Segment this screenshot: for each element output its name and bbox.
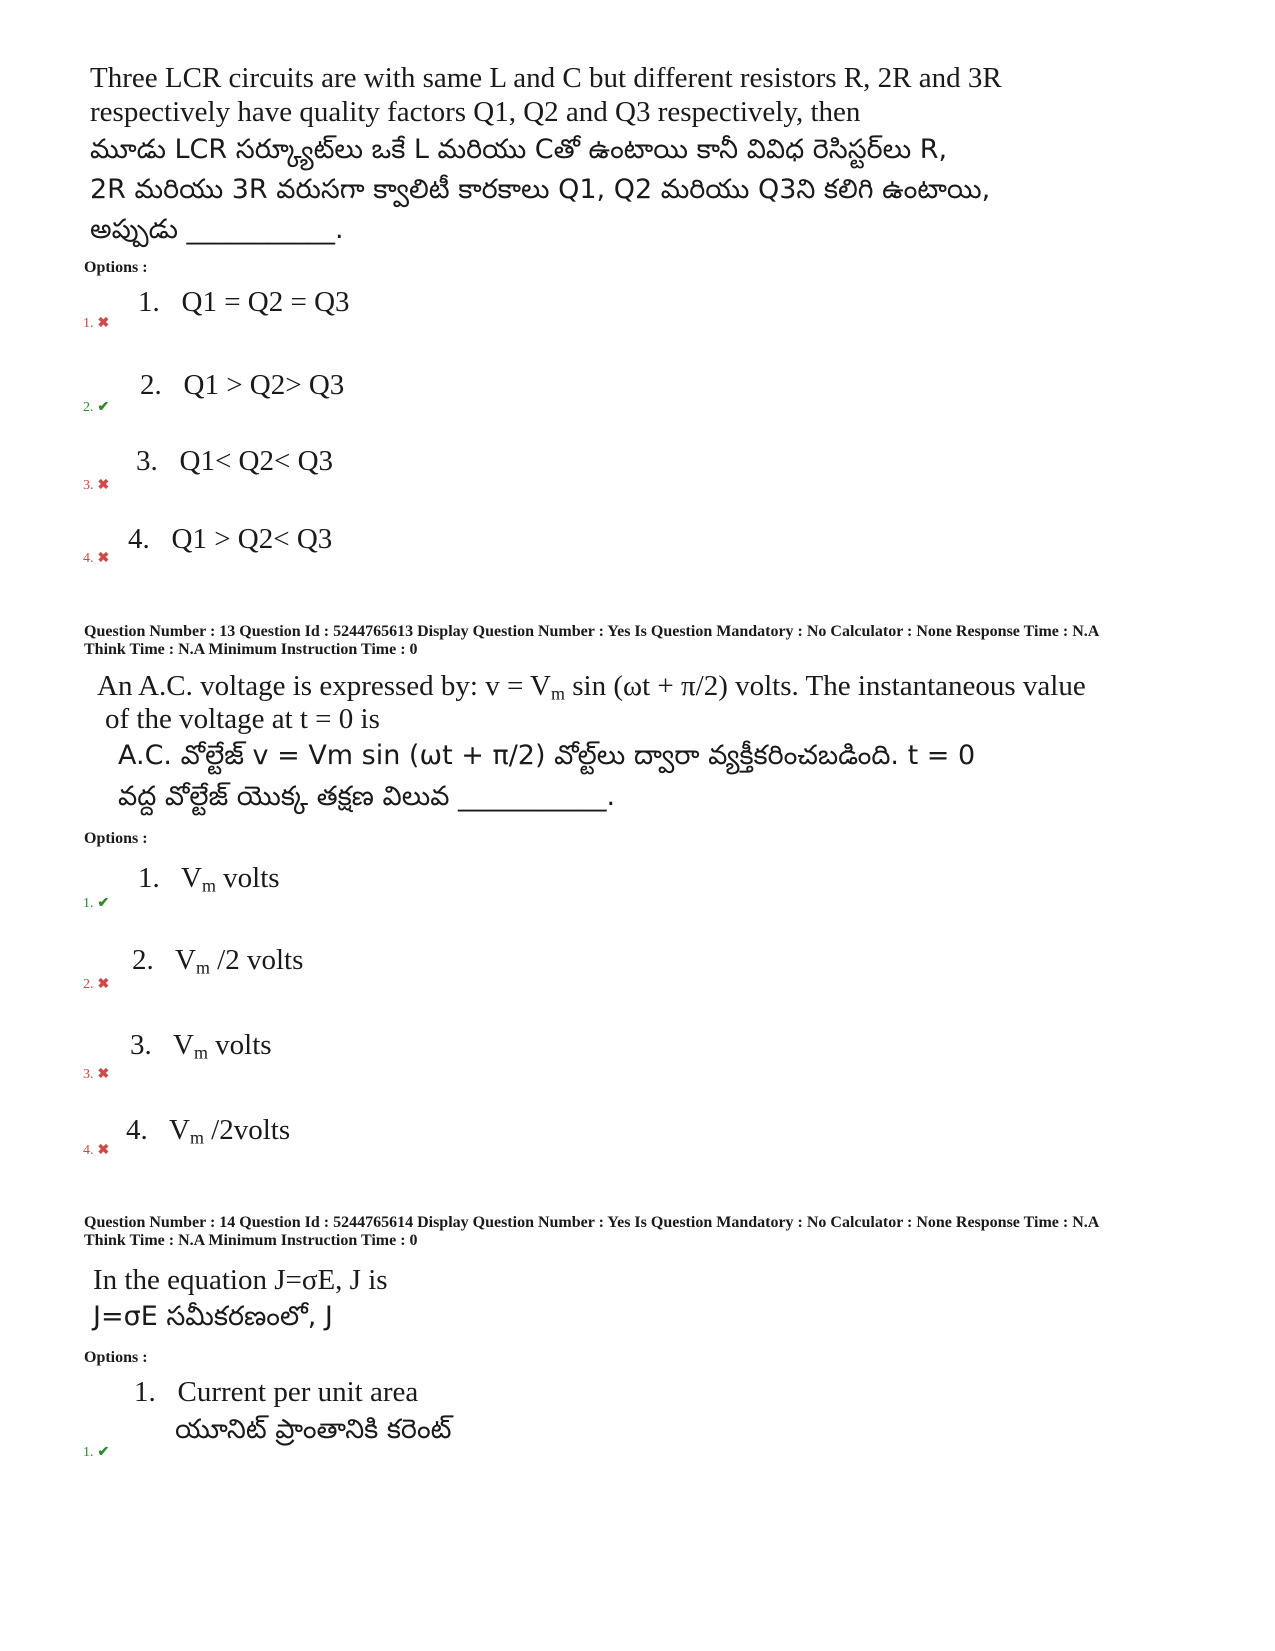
text-part: sin (ωt + π/2) volts. The instantaneous value (565, 670, 1086, 702)
q13-option-4-marker (83, 1142, 109, 1159)
subscript: m (201, 875, 216, 896)
q12-options-label: Options : (84, 259, 148, 276)
marker-number: 1. (83, 1445, 94, 1460)
option-text: Q1 > Q2< Q3 (171, 523, 333, 555)
option-number: 3. (136, 445, 158, 477)
v-symbol: V (172, 1029, 194, 1061)
q12-option-1-marker (83, 315, 109, 332)
option-number: 1. (134, 1376, 156, 1408)
option-text: Q1 > Q2> Q3 (183, 369, 345, 401)
option-text (181, 862, 280, 894)
option-text: Q1 = Q2 = Q3 (181, 286, 350, 318)
cross-icon: ✖ (97, 1143, 110, 1158)
option-number: 1. (138, 286, 160, 318)
q14-question-te-line1: J=σE సమీకరణంలో, J (93, 1301, 333, 1332)
q13-question-te-line1: A.C. వోల్టేజ్ v = Vm sin (ωt + π/2) వోల్ట్‌లు ద్వారా వ్యక్తీకరించబడింది. t = 0 (118, 740, 976, 771)
q12-question-en-line2: respectively have quality factors Q1, Q2 and Q3 respectively, then (90, 96, 861, 128)
option-number: 4. (128, 523, 150, 555)
cross-icon: ✖ (97, 478, 110, 493)
subscript: m (195, 957, 210, 978)
marker-number: 2. (83, 400, 94, 415)
q12-question-en-line1: Three LCR circuits are with same L and C but different resistors R, 2R and 3R (90, 62, 1002, 94)
marker-number: 1. (83, 896, 94, 911)
q14-meta-line1: Question Number : 14 Question Id : 5244765614 Display Question Number : Yes Is Question Mandatory : No Calculator : None Response Time : N.A (84, 1214, 1100, 1231)
subscript: m (551, 683, 565, 704)
option-text (173, 1029, 272, 1061)
q13-option-4[interactable] (126, 1113, 290, 1154)
q12-option-3-marker (83, 477, 109, 494)
q12-question-te-line1: మూడు LCR సర్క్యూట్‌లు ఒకే L మరియు Cతో ఉంటాయి కానీ వివిధ రెసిస్టర్‌లు R, (90, 134, 948, 165)
marker-number: 1. (83, 316, 94, 331)
check-icon: ✔ (97, 896, 110, 911)
v-symbol: V (174, 944, 196, 976)
q14-option-1-marker (83, 1444, 109, 1461)
q14-meta-line2: Think Time : N.A Minimum Instruction Time : 0 (84, 1232, 418, 1249)
q13-meta-line1: Question Number : 13 Question Id : 5244765613 Display Question Number : Yes Is Question Mandatory : No Calculator : None Response Time : N.A (84, 623, 1100, 640)
check-icon: ✔ (97, 400, 110, 415)
cross-icon: ✖ (97, 977, 110, 992)
q13-question-te-line2: వద్ద వోల్టేజ్ యొక్క తక్షణ విలువ ___________. (118, 781, 616, 812)
option-number: 1. (138, 862, 160, 894)
q14-option-1[interactable] (134, 1375, 418, 1409)
subscript: m (189, 1127, 204, 1148)
q12-option-1[interactable] (138, 285, 350, 319)
cross-icon: ✖ (97, 1067, 110, 1082)
option-text (169, 1114, 290, 1146)
option-number: 2. (132, 944, 154, 976)
q13-option-1-marker (83, 895, 109, 912)
cross-icon: ✖ (97, 551, 110, 566)
cross-icon: ✖ (97, 316, 110, 331)
q14-option-1-telugu: యూనిట్ ప్రాంతానికి కరెంట్ (175, 1414, 452, 1445)
v-symbol: V (168, 1114, 190, 1146)
q13-option-2[interactable] (132, 943, 303, 984)
q13-options-label: Options : (84, 830, 148, 847)
option-text: Current per unit area (177, 1376, 419, 1408)
text-part: /2 volts (209, 944, 304, 976)
marker-number: 3. (83, 1067, 94, 1082)
v-symbol: V (180, 862, 202, 894)
marker-number: 2. (83, 977, 94, 992)
marker-number: 4. (83, 1143, 94, 1158)
q14-question-en-line1: In the equation J=σE, J is (93, 1264, 388, 1296)
q12-question-te-line3: అప్పుడు ___________. (90, 214, 344, 245)
subscript: m (193, 1042, 208, 1063)
q12-question-te-line2: 2R మరియు 3R వరుసగా క్వాలిటీ కారకాలు Q1, Q2 మరియు Q3ని కలిగి ఉంటాయి, (90, 174, 991, 205)
q12-option-3[interactable] (136, 444, 333, 478)
q12-option-2[interactable] (140, 368, 344, 402)
text-part: /2volts (203, 1114, 291, 1146)
text-part: volts (207, 1029, 272, 1061)
check-icon: ✔ (97, 1445, 110, 1460)
q12-option-4[interactable] (128, 522, 332, 556)
q12-option-2-marker (83, 399, 109, 416)
q14-options-label: Options : (84, 1349, 148, 1366)
text-part: An A.C. voltage is expressed by: v = V (97, 670, 552, 702)
q13-question-en-line2: of the voltage at t = 0 is (105, 703, 380, 735)
q12-option-4-marker (83, 550, 109, 567)
option-number: 3. (130, 1029, 152, 1061)
q13-option-3-marker (83, 1066, 109, 1083)
marker-number: 3. (83, 478, 94, 493)
q13-option-2-marker (83, 976, 109, 993)
option-text: Q1< Q2< Q3 (179, 445, 334, 477)
text-part: volts (215, 862, 280, 894)
q13-option-1[interactable] (138, 861, 280, 902)
option-number: 4. (126, 1114, 148, 1146)
option-text (175, 944, 303, 976)
q13-option-3[interactable] (130, 1028, 272, 1069)
option-number: 2. (140, 369, 162, 401)
marker-number: 4. (83, 551, 94, 566)
q13-meta-line2: Think Time : N.A Minimum Instruction Time : 0 (84, 641, 418, 658)
